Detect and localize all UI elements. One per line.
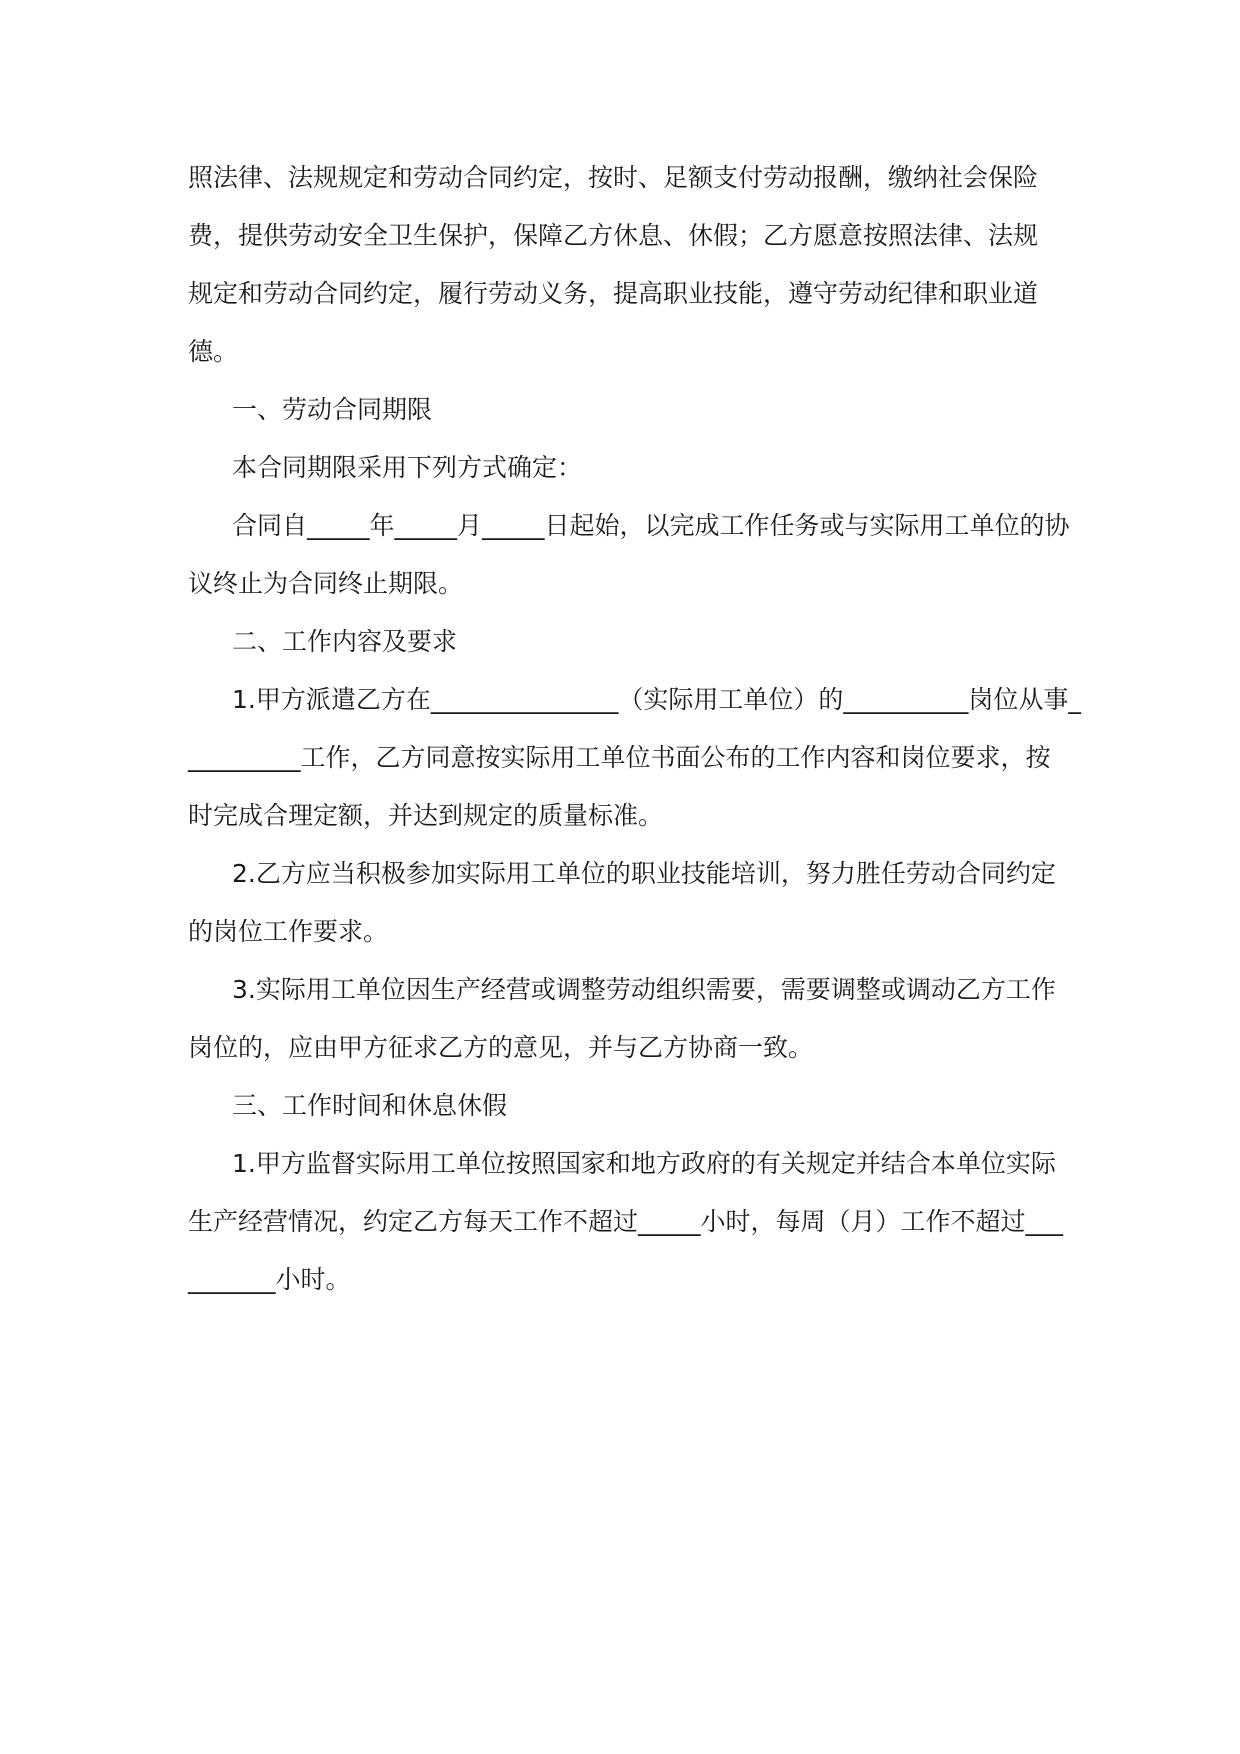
paragraph-line: 1.甲方派遣乙方在_______________（实际用工单位）的__________岗位从事_ — [232, 685, 1081, 714]
paragraph-line: _________工作，乙方同意按实际用工单位书面公布的工作内容和岗位要求，按 — [188, 743, 1051, 772]
paragraph-line: 3.实际用工单位因生产经营或调整劳动组织需要，需要调整或调动乙方工作 — [232, 975, 1056, 1004]
paragraph-line: 合同自_____年_____月_____日起始，以完成工作任务或与实际用工单位的协 — [232, 511, 1070, 540]
paragraph-line: 2.乙方应当积极参加实际用工单位的职业技能培训，努力胜任劳动合同约定 — [232, 859, 1056, 888]
paragraph-line: 规定和劳动合同约定，履行劳动义务，提高职业技能，遵守劳动纪律和职业道 — [188, 279, 1039, 308]
paragraph-line: 德。 — [188, 337, 239, 366]
paragraph-line: 的岗位工作要求。 — [188, 917, 389, 946]
paragraph-line: 岗位的，应由甲方征求乙方的意见，并与乙方协商一致。 — [188, 1033, 814, 1062]
paragraph-line: 1.甲方监督实际用工单位按照国家和地方政府的有关规定并结合本单位实际 — [232, 1149, 1056, 1178]
paragraph-line: 议终止为合同终止期限。 — [188, 569, 464, 598]
paragraph-line: 费，提供劳动安全卫生保护，保障乙方休息、休假；乙方愿意按照法律、法规 — [188, 221, 1039, 250]
section-heading: 二、工作内容及要求 — [232, 627, 458, 656]
section-heading: 一、劳动合同期限 — [232, 395, 433, 424]
paragraph-line: 本合同期限采用下列方式确定： — [232, 453, 583, 482]
paragraph-line: 生产经营情况，约定乙方每天工作不超过_____小时，每周（月）工作不超过___ — [188, 1207, 1064, 1236]
paragraph-line: _______小时。 — [188, 1265, 351, 1294]
section-heading: 三、工作时间和休息休假 — [232, 1091, 508, 1120]
paragraph-line: 时完成合理定额，并达到规定的质量标准。 — [188, 801, 664, 830]
paragraph-line: 照法律、法规规定和劳动合同约定，按时、足额支付劳动报酬，缴纳社会保险 — [188, 163, 1039, 192]
